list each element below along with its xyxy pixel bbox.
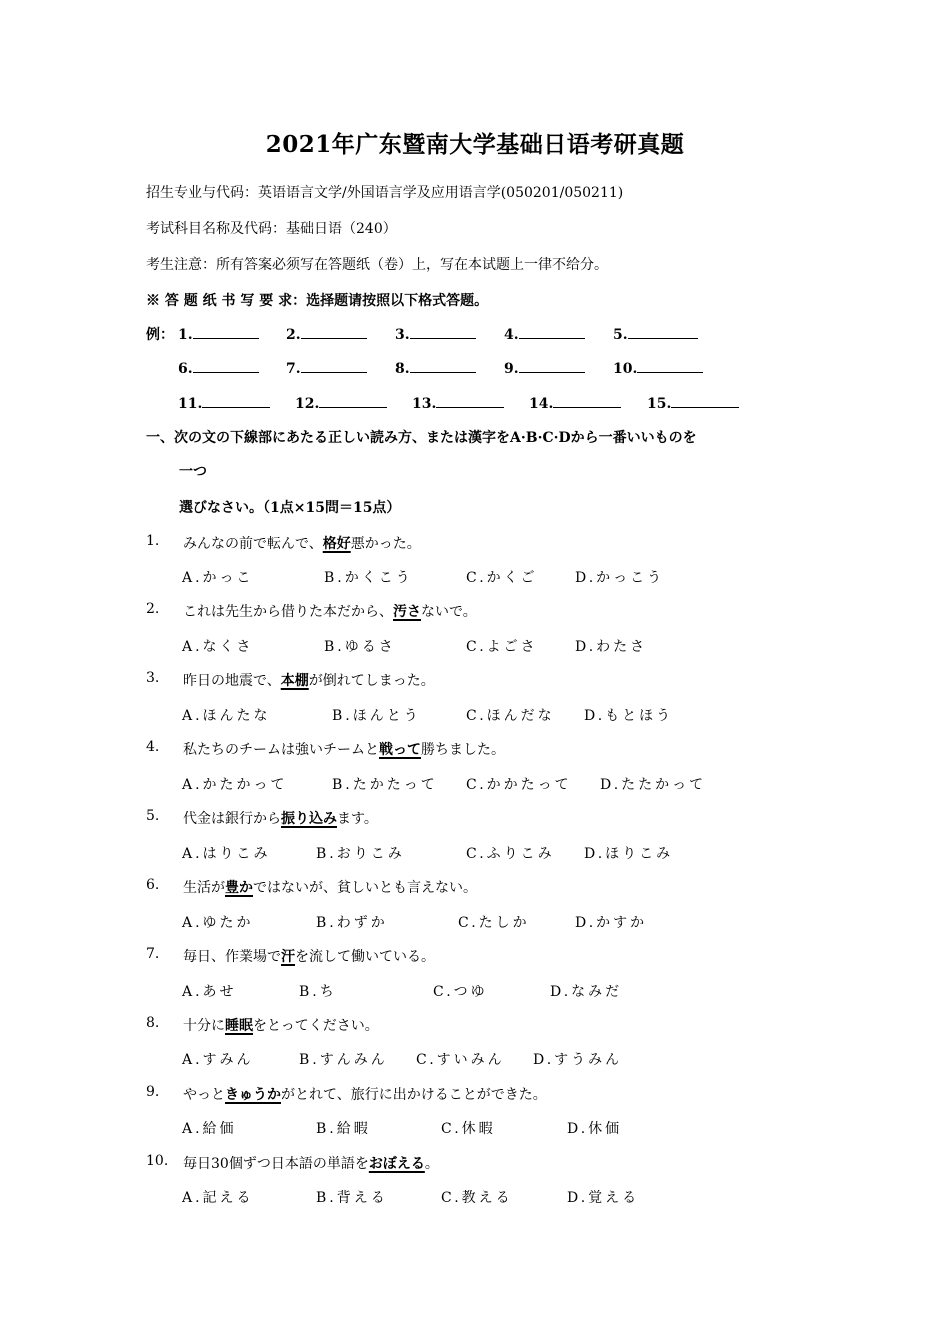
example-cell: 15. [647, 393, 739, 412]
option-b: B.すんみん [299, 1052, 388, 1068]
subject-line: 考试科目名称及代码：基础日语（240） [146, 221, 397, 237]
option-a: A.かたかって [182, 777, 288, 793]
underlined-word: きゅうか [225, 1087, 281, 1103]
example-row-3 [146, 393, 846, 413]
question-number: 10. [146, 1153, 169, 1169]
example-row-1 [146, 324, 846, 344]
underlined-word: 振り込み [281, 811, 337, 827]
question-number: 3. [146, 670, 160, 686]
option-a: A.ほんたな [182, 708, 271, 724]
option-d: D.かすか [575, 915, 648, 931]
example-cell: 11. [178, 393, 270, 412]
option-b: B.給暇 [316, 1121, 371, 1137]
option-d: D.たたかって [600, 777, 707, 793]
notice-line: 考生注意：所有答案必须写在答题纸（卷）上，写在本试题上一律不给分。 [146, 257, 608, 273]
page-title: 2021年广东暨南大学基础日语考研真题 [265, 131, 685, 158]
question-number: 9. [146, 1084, 160, 1100]
question-text: 私たちのチームは強いチームと戦って勝ちました。 [183, 742, 505, 758]
question-number: 8. [146, 1015, 160, 1031]
example-cell: 5. [613, 324, 698, 343]
option-d: D.ほりこみ [584, 846, 674, 862]
option-d: D.もとほう [584, 708, 674, 724]
underlined-word: 汚さ [393, 604, 421, 620]
example-cell: 13. [412, 393, 504, 412]
example-cell: 12. [295, 393, 387, 412]
option-b: B.たかたって [332, 777, 438, 793]
option-b: B.ほんとう [332, 708, 421, 724]
question-number: 1. [146, 533, 160, 549]
option-c: C.つゆ [433, 984, 488, 1000]
question-text: これは先生から借りた本だから、汚さないで。 [183, 604, 477, 620]
option-b: B.おりこみ [316, 846, 405, 862]
option-b: B.ち [299, 984, 337, 1000]
underlined-word: 戦って [379, 742, 421, 758]
option-c: C.かかたって [466, 777, 572, 793]
question-text: 毎日、作業場で汗を流して働いている。 [183, 949, 435, 965]
option-a: A.かっこ [182, 570, 254, 586]
example-row-2 [146, 358, 846, 378]
option-c: C.休暇 [441, 1121, 496, 1137]
underlined-word: 本棚 [280, 673, 309, 689]
question-text: 生活が豊かではないが、貧しいとも言えない。 [183, 880, 477, 896]
question-number: 7. [146, 946, 160, 962]
option-c: C.教える [441, 1190, 513, 1206]
option-c: C.たしか [458, 915, 530, 931]
option-c: C.よごさ [466, 639, 538, 655]
example-cell: 9. [504, 358, 585, 377]
question-text: みんなの前で転んで、格好悪かった。 [183, 536, 421, 552]
underlined-word: 豊か [225, 880, 253, 896]
option-c: C.ふりこみ [466, 846, 555, 862]
example-cell: 8. [395, 358, 476, 377]
underlined-word: 格好 [322, 536, 351, 552]
section-heading: 一、次の文の下線部にあたる正しい読み方、または漢字をA·B·C·Dから一番いいものを [146, 430, 697, 446]
underlined-word: 睡眠 [225, 1018, 253, 1034]
example-cell: 4. [504, 324, 585, 343]
example-label: 例： [146, 327, 174, 343]
section-heading-cont: 一つ [179, 464, 207, 480]
option-d: D.なみだ [550, 984, 623, 1000]
question-number: 6. [146, 877, 160, 893]
example-cell: 2. [286, 324, 367, 343]
option-d: D.休価 [567, 1121, 623, 1137]
question-number: 5. [146, 808, 160, 824]
question-text: 代金は銀行から振り込みます。 [183, 811, 378, 827]
option-d: D.わたさ [575, 639, 648, 655]
option-a: A.すみん [182, 1052, 254, 1068]
option-c: C.ほんだな [466, 708, 555, 724]
example-cell: 10. [613, 358, 703, 377]
question-text: 毎日30個ずつ日本語の単語をおぼえる。 [183, 1156, 439, 1172]
underlined-word: 汗 [281, 949, 295, 965]
example-cell: 7. [286, 358, 367, 377]
option-a: A.記える [182, 1190, 254, 1206]
question-number: 4. [146, 739, 160, 755]
option-a: A.給価 [182, 1121, 237, 1137]
example-cell: 6. [178, 358, 259, 377]
option-d: D.かっこう [575, 570, 665, 586]
question-text: やっときゅうかがとれて、旅行に出かけることができた。 [183, 1087, 547, 1103]
example-cell: 3. [395, 324, 476, 343]
question-number: 2. [146, 601, 160, 617]
option-a: A.ゆたか [182, 915, 254, 931]
option-a: A.はりこみ [182, 846, 271, 862]
underlined-word: おぼえる [368, 1156, 425, 1172]
option-c: C.すいみん [416, 1052, 505, 1068]
option-b: B.ゆるさ [324, 639, 396, 655]
option-d: D.覚える [567, 1190, 640, 1206]
option-b: B.わずか [316, 915, 388, 931]
requirement-line: ※ 答 题 纸 书 写 要 求：选择题请按照以下格式答题。 [146, 293, 489, 309]
major-line: 招生专业与代码：英语语言文学/外国语言学及应用语言学(050201/050211) [146, 185, 624, 201]
question-text: 十分に睡眠をとってください。 [183, 1018, 379, 1034]
option-a: A.あせ [182, 984, 237, 1000]
option-b: B.背える [316, 1190, 388, 1206]
example-cell: 1. [178, 324, 259, 343]
option-d: D.すうみん [533, 1052, 623, 1068]
section-instruction: 選びなさい。（1点×15問＝15点） [179, 500, 401, 516]
option-b: B.かくこう [324, 570, 413, 586]
option-c: C.かくご [466, 570, 538, 586]
example-cell: 14. [529, 393, 621, 412]
question-text: 昨日の地震で、本棚が倒れてしまった。 [183, 673, 435, 689]
option-a: A.なくさ [182, 639, 254, 655]
